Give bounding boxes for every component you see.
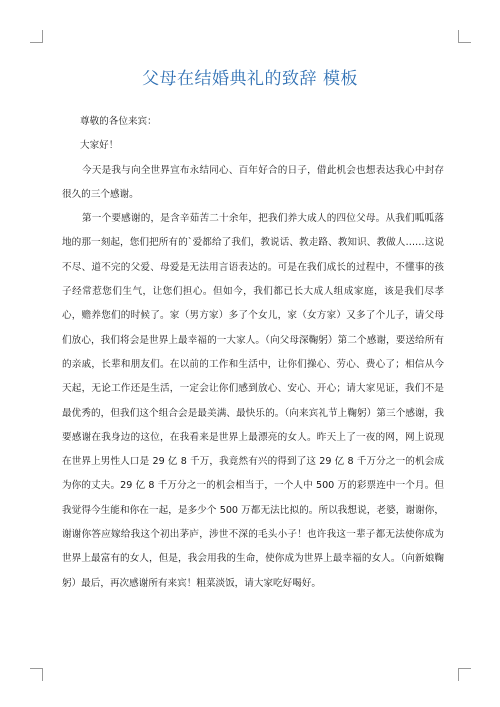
crop-mark-top-left	[30, 30, 43, 43]
paragraph-intro: 今天是我与向全世界宣布永结同心、百年好合的日子，借此机会也想表达我心中封存很久的三个感谢。	[62, 164, 444, 200]
crop-mark-bottom-right	[458, 668, 471, 681]
document-title: 父母在结婚典礼的致辞 模板	[142, 69, 358, 89]
paragraph-thanks: 第一个要感谢的，是含辛茹苦二十余年，把我们养大成人的四位父母。从我们呱呱落地的那一刻起，您们把所有的`爱都给了我们，教说话、教走路、教知识、教做人……这说不尽、道不完的父爱、母爱是无法用言语表达的。可是在我们成长的过程中，不懂事的孩子经常惹您们生气，让您们担心。但如今，我们都已长大成人组成家庭，该是我们尽孝心，赡养您们的时候了。家（男方家）多了个女儿，家（女方家）又多了个儿子，请父母们放心，我们将会是世界上最幸福的一大家人。（向父母深鞠躬）第二个感谢，要送给所有的亲戚，长辈和朋友们。在以前的工作和生活中，让你们操心、劳心、费心了；相信从今天起，无论工作还是生活，一定会让你们感到放心、安心、开心；请大家见证，我们不是最优秀的，但我们这个组合会是最美满、最快乐的。（向来宾礼节上鞠躬）第三个感谢，我要感谢在我身边的这位，在我看来是世界上最漂亮的女人。昨天上了一夜的网，网上说现在世界上男性人口是 29 亿 8 千万，我竟然有兴的得到了这 29 亿 8 千万分之一的机会成为你的丈夫。29 亿 8 千万分之一的机会相当于，一个人中 500 万的彩票连中一个月。但我觉得今生能和你在一起，是多少个 500 万都无法比拟的。所以我想说，老婆，谢谢你，谢谢你答应嫁给我这个初出茅庐，涉世不深的毛头小子！也许我这一辈子都无法使你成为世界上最富有的女人，但是，我会用我的生命，使你成为世界上最幸福的女人。（向新娘鞠躬）最后，再次感谢所有来宾！粗菜淡饭，请大家吃好喝好。	[62, 213, 444, 589]
crop-mark-top-right	[458, 30, 471, 43]
salutation: 尊敬的各位来宾：	[80, 116, 157, 127]
greeting: 大家好！	[80, 140, 119, 152]
crop-mark-bottom-left	[30, 668, 43, 681]
document-body	[62, 110, 444, 596]
